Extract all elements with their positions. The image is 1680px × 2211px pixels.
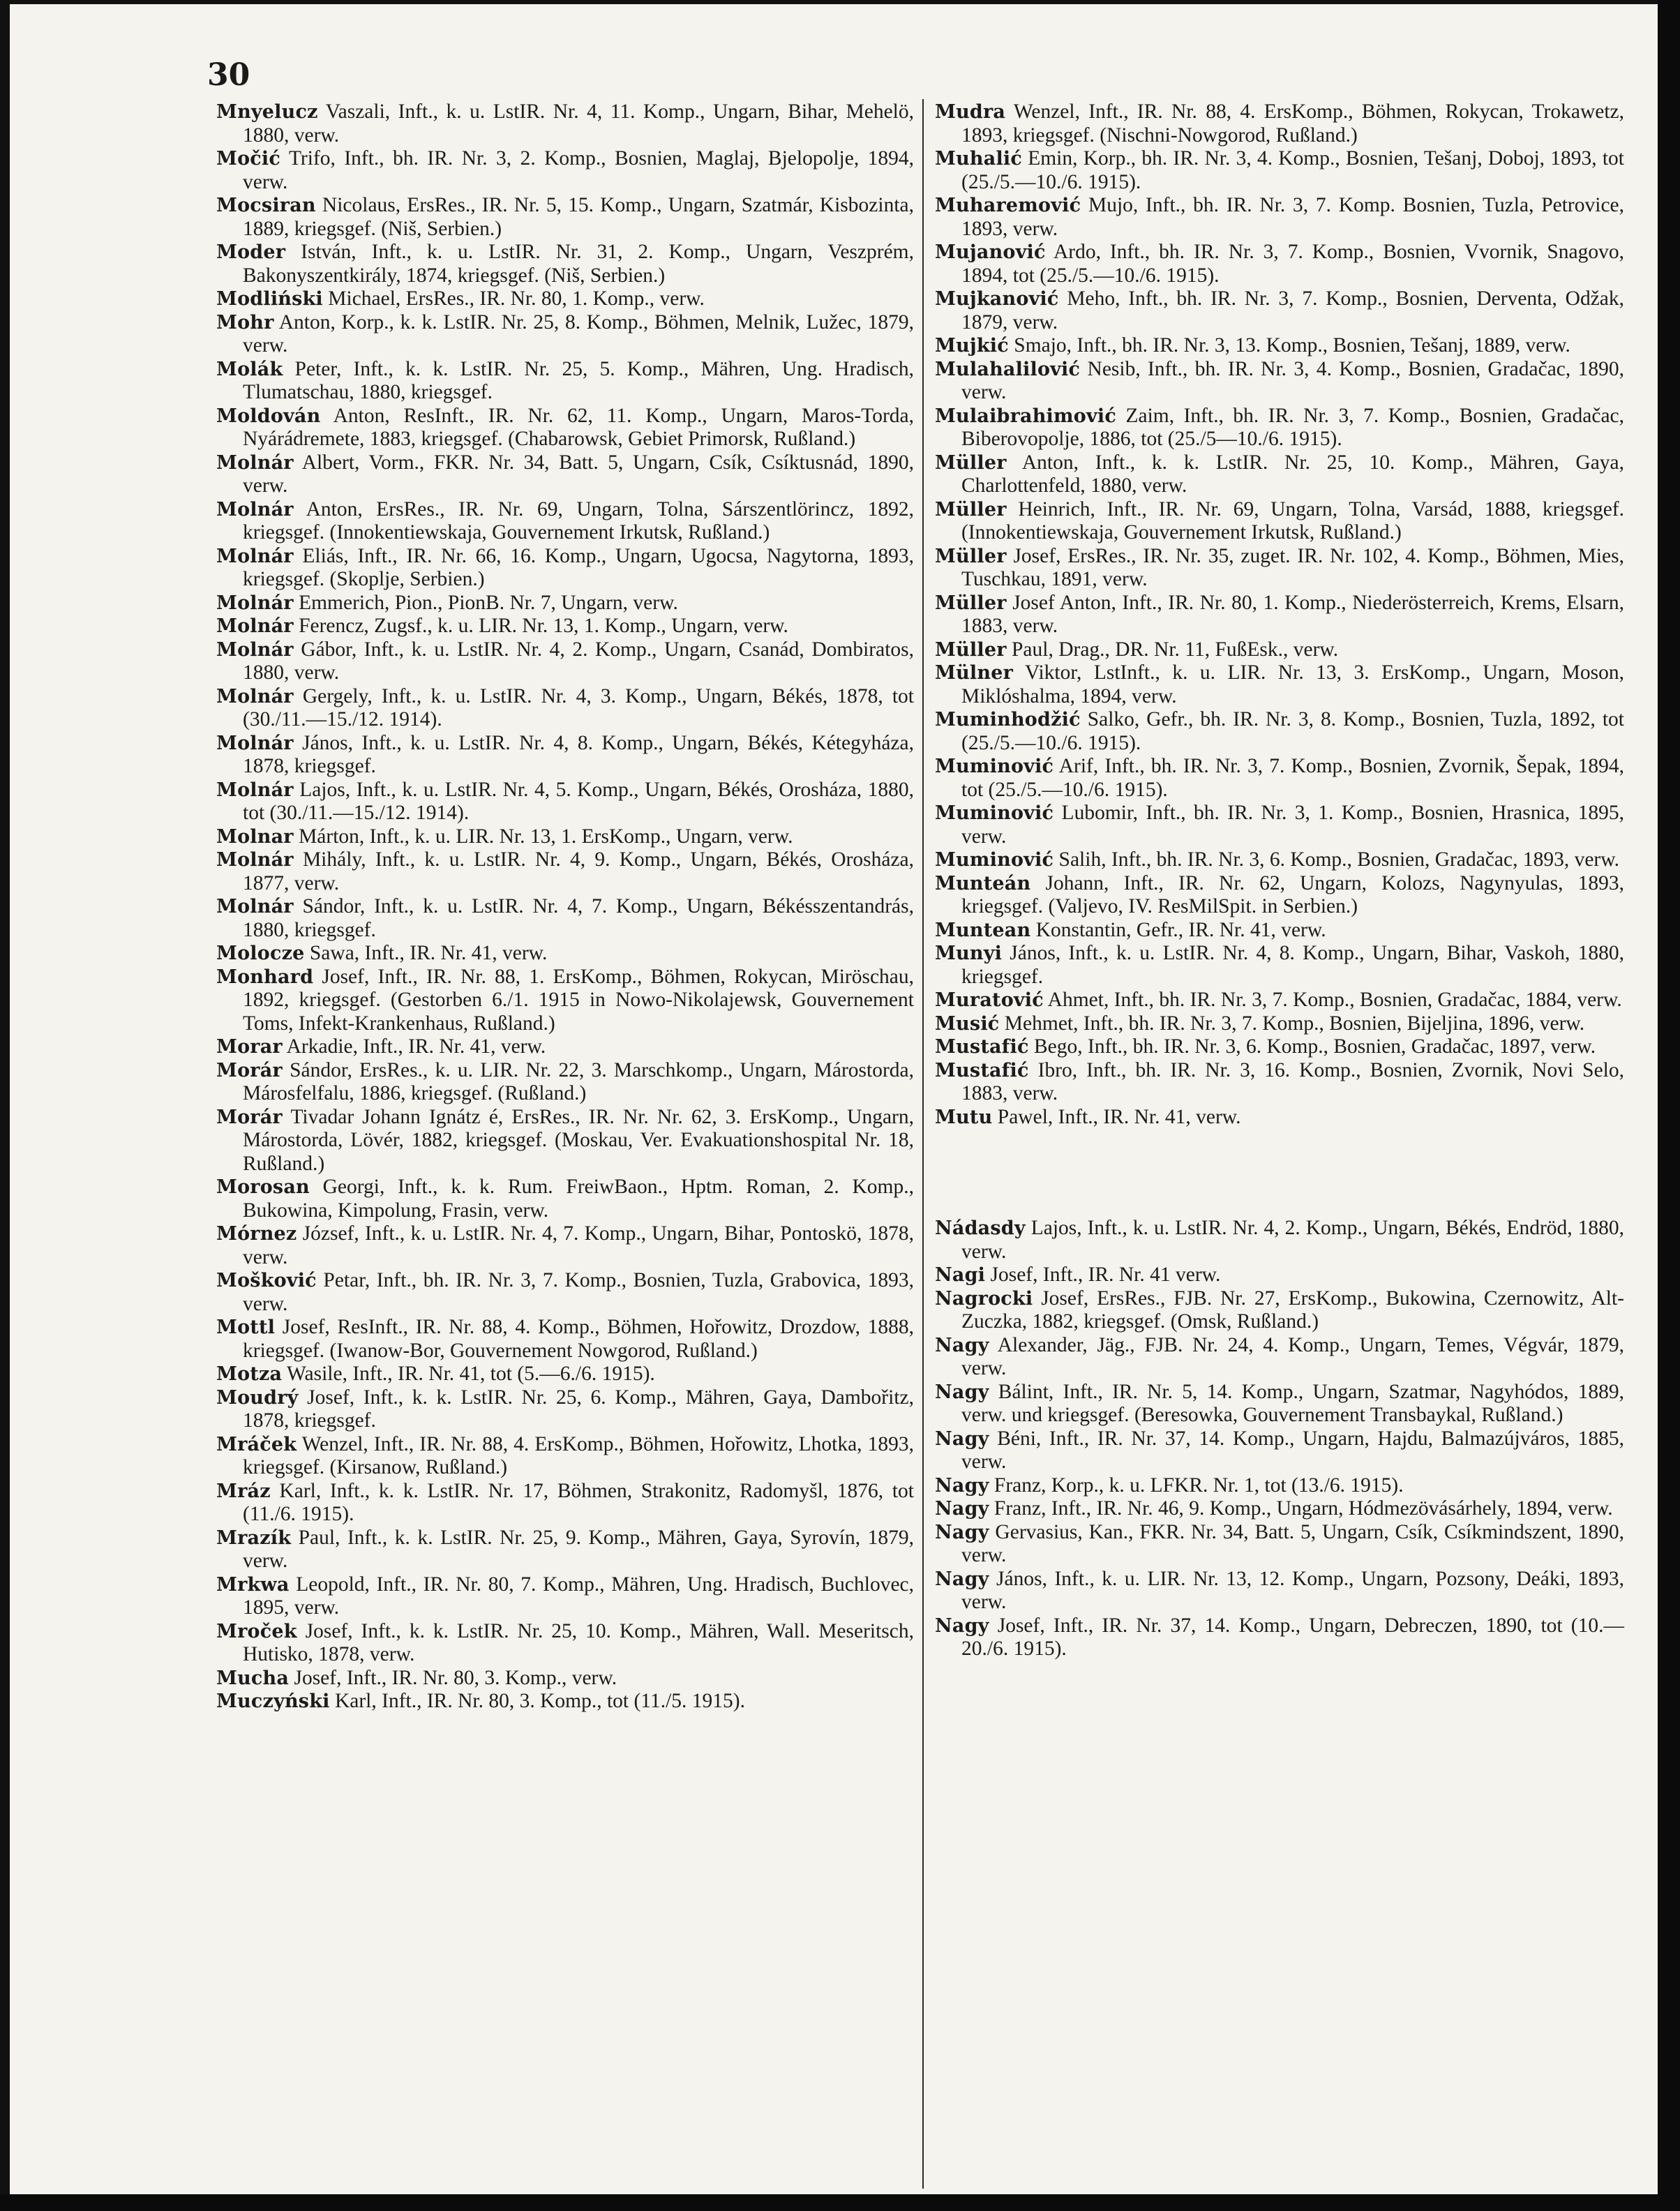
entry-details: Josef, Inft., IR. Nr. 80, 3. Komp., verw. [294, 1666, 617, 1689]
entry-surname: Molnár [216, 732, 294, 754]
register-entry [935, 1521, 1624, 1568]
register-entry [935, 919, 1624, 943]
entry-surname: Mutu [935, 1106, 993, 1128]
entry-details: Meho, Inft., bh. IR. Nr. 3, 7. Komp., Bosnien, Derventa, Odžak, 1879, verw. [961, 287, 1625, 333]
register-entry [935, 147, 1624, 194]
entry-surname: Nagy [935, 1498, 989, 1520]
register-entry [216, 1363, 914, 1386]
entry-surname: Müller [935, 451, 1007, 474]
register-entry [935, 942, 1624, 989]
entry-details: Ferencz, Zugsf., k. u. LIR. Nr. 13, 1. Komp., Ungarn, verw. [299, 615, 788, 637]
register-entry [935, 358, 1624, 405]
register-entry [935, 1568, 1624, 1614]
register-entry [216, 287, 914, 311]
section-gap [935, 1129, 1624, 1217]
register-entry [935, 1106, 1624, 1130]
entry-details: Peter, Inft., k. k. LstIR. Nr. 25, 5. Komp., Mähren, Ung. Hradisch, Tlumatschau, 1880, kriegsgef. [243, 357, 915, 403]
entry-details: Gábor, Inft., k. u. LstIR. Nr. 4, 2. Komp., Ungarn, Csanád, Dombiratos, 1880, verw. [243, 638, 915, 684]
register-entry [935, 1287, 1624, 1334]
entry-details: Josef, Inft., IR. Nr. 41 verw. [990, 1264, 1221, 1286]
register-entry [216, 358, 914, 405]
register-entry [935, 1012, 1624, 1036]
entry-details: Michael, ErsRes., IR. Nr. 80, 1. Komp., verw. [328, 287, 705, 310]
entry-surname: Nagy [935, 1334, 989, 1356]
entry-details: Wasile, Inft., IR. Nr. 41, tot (5.—6./6. 1915). [287, 1363, 655, 1385]
register-entry [216, 685, 914, 732]
entry-details: Zaim, Inft., bh. IR. Nr. 3, 7. Komp., Bosnien, Gradačac, Biberovopolje, 1886, tot (25./5—10./6. 1915). [961, 404, 1625, 450]
entry-surname: Nagy [935, 1427, 989, 1450]
right-column-m-section [935, 100, 1624, 1129]
entry-surname: Monhard [216, 966, 314, 988]
register-entry [216, 942, 914, 966]
register-entry [216, 405, 914, 451]
entry-details: Alexander, Jäg., FJB. Nr. 24, 4. Komp., Ungarn, Temes, Végvár, 1879, verw. [961, 1333, 1625, 1379]
register-entry [216, 1269, 914, 1316]
register-entry [216, 1035, 914, 1059]
register-entry [935, 1035, 1624, 1059]
entry-surname: Mocsiran [216, 195, 316, 216]
register-entry [935, 1059, 1624, 1106]
entry-details: Ardo, Inft., bh. IR. Nr. 3, 7. Komp., Bosnien, Vvornik, Snagovo, 1894, tot (25./5.—10./6. 1915). [961, 241, 1624, 287]
entry-details: Trifo, Inft., bh. IR. Nr. 3, 2. Komp., Bosnien, Maglaj, Bjelopolje, 1894, verw. [243, 147, 915, 193]
entry-details: Josef, ResInft., IR. Nr. 88, 4. Komp., Böhmen, Hořowitz, Drozdow, 1888, kriegsgef. (Iwanow-Bor, Gouvernement Nowgorod, Rußland.) [243, 1316, 915, 1362]
register-entry [216, 1176, 914, 1222]
entry-details: Josef, Inft., k. k. LstIR. Nr. 25, 10. Komp., Mähren, Wall. Meseritsch, Hutisko, 1878, verw. [243, 1619, 915, 1665]
entry-details: Lajos, Inft., k. u. LstIR. Nr. 4, 5. Komp., Ungarn, Békés, Orosháza, 1880, tot (30./11.—15./12. 1914). [243, 778, 914, 824]
right-column [935, 100, 1624, 1661]
entry-surname: Müller [935, 638, 1007, 661]
entry-surname: Muminović [935, 756, 1054, 777]
entry-surname: Mustafić [935, 1059, 1029, 1081]
register-entry [935, 592, 1624, 638]
entry-surname: Molocze [216, 943, 305, 964]
register-entry [216, 1433, 914, 1480]
entry-surname: Mráz [216, 1480, 271, 1502]
register-entry [935, 708, 1624, 755]
entry-details: Bálint, Inft., IR. Nr. 5, 14. Komp., Ungarn, Szatmar, Nagyhódos, 1889, verw. und kriegsgef. (Beresowka, Gouvernement Transbaykal, Rußland.) [961, 1380, 1624, 1426]
entry-surname: Mucha [216, 1667, 290, 1689]
register-entry [216, 451, 914, 498]
entry-details: István, Inft., k. u. LstIR. Nr. 31, 2. Komp., Ungarn, Veszprém, Bakonyszentkirály, 1874, kriegsgef. (Niš, Serbien.) [243, 241, 914, 287]
register-entry [935, 848, 1624, 872]
column-divider [922, 99, 924, 2189]
entry-surname: Mudra [935, 101, 1006, 123]
entry-details: Wenzel, Inft., IR. Nr. 88, 4. ErsKomp., Böhmen, Rokycan, Trokawetz, 1893, kriegsgef. (Nischni-Nowgorod, Rußland.) [961, 100, 1625, 147]
entry-details: Mehmet, Inft., bh. IR. Nr. 3, 7. Komp., Bosnien, Bijeljina, 1896, verw. [1004, 1012, 1585, 1035]
entry-details: Mujo, Inft., bh. IR. Nr. 3, 7. Komp. Bosnien, Tuzla, Petrovice, 1893, verw. [961, 194, 1625, 240]
left-column [216, 100, 914, 1714]
register-entry [216, 1059, 914, 1106]
entry-surname: Molnár [216, 779, 294, 801]
register-entry [935, 334, 1624, 358]
entry-surname: Molnár [216, 849, 294, 871]
entry-surname: Nagi [935, 1264, 986, 1286]
register-entry [935, 755, 1624, 802]
scan-edge-right [1658, 0, 1680, 2211]
register-entry [935, 1334, 1624, 1381]
register-entry [935, 661, 1624, 708]
entry-surname: Mórnez [216, 1223, 297, 1245]
register-entry [935, 1381, 1624, 1427]
entry-details: Salko, Gefr., bh. IR. Nr. 3, 8. Komp., Bosnien, Tuzla, 1892, tot (25./5.—10./6. 1915). [961, 708, 1624, 754]
register-entry [935, 451, 1624, 498]
entry-surname: Nagy [935, 1521, 989, 1543]
entry-surname: Molák [216, 358, 283, 380]
entry-surname: Molnár [216, 451, 294, 474]
entry-details: József, Inft., k. u. LstIR. Nr. 4, 7. Komp., Ungarn, Bihar, Pontoskö, 1878, verw. [243, 1222, 914, 1268]
entry-surname: Morosan [216, 1176, 310, 1198]
register-entry [216, 825, 914, 849]
entry-surname: Muratović [935, 989, 1044, 1011]
entry-surname: Muminović [935, 849, 1054, 871]
entry-surname: Nagy [935, 1614, 989, 1637]
register-entry [216, 498, 914, 545]
entry-details: Paul, Drag., DR. Nr. 11, FußEsk., verw. [1012, 638, 1339, 661]
entry-details: Lajos, Inft., k. u. LstIR. Nr. 4, 2. Komp., Ungarn, Békés, Endröd, 1880, verw. [961, 1217, 1624, 1263]
entry-details: Franz, Inft., IR. Nr. 46, 9. Komp., Ungarn, Hódmezövásárhely, 1894, verw. [993, 1497, 1613, 1520]
register-entry [216, 1573, 914, 1620]
register-entry [935, 1427, 1624, 1474]
register-entry [216, 147, 914, 194]
entry-details: Sándor, Inft., k. u. LstIR. Nr. 4, 7. Komp., Ungarn, Békésszentandrás, 1880, kriegsgef. [243, 895, 915, 941]
register-entry [216, 638, 914, 685]
entry-surname: Nagrocki [935, 1287, 1033, 1310]
entry-details: Lubomir, Inft., bh. IR. Nr. 3, 1. Komp., Bosnien, Hrasnica, 1895, verw. [961, 802, 1625, 848]
entry-details: Viktor, LstInft., k. u. LIR. Nr. 13, 3. ErsKomp., Ungarn, Moson, Miklóshalma, 1894, verw. [961, 661, 1624, 707]
register-entry [216, 1620, 914, 1667]
register-entry [216, 966, 914, 1036]
entry-surname: Muminović [935, 802, 1054, 824]
entry-details: Heinrich, Inft., IR. Nr. 69, Ungarn, Tolna, Varsád, 1888, kriegsgef. (Innokentiewskaja, Gouvernement Irkutsk, Rußland.) [961, 497, 1625, 544]
entry-details: Vaszali, Inft., k. u. LstIR. Nr. 4, 11. Komp., Ungarn, Bihar, Mehelö, 1880, verw. [243, 100, 914, 147]
entry-details: Gervasius, Kan., FKR. Nr. 34, Batt. 5, Ungarn, Csík, Csíkmindszent, 1890, verw. [961, 1520, 1624, 1566]
entry-details: Karl, Inft., IR. Nr. 80, 3. Komp., tot (11./5. 1915). [334, 1690, 745, 1712]
register-entry [935, 802, 1624, 848]
entry-details: Márton, Inft., k. u. LIR. Nr. 13, 1. ErsKomp., Ungarn, verw. [299, 825, 793, 848]
entry-details: Emin, Korp., bh. IR. Nr. 3, 4. Komp., Bosnien, Tešanj, Doboj, 1893, tot (25./5.—10./6. 1915). [961, 147, 1624, 193]
register-entry [935, 989, 1624, 1012]
entry-details: Anton, ResInft., IR. Nr. 62, 11. Komp., Ungarn, Maros-Torda, Nyárádremete, 1883, kriegsgef. (Chabarowsk, Gebiet Primorsk, Rußland.) [243, 404, 914, 450]
entry-surname: Müller [935, 498, 1007, 520]
entry-surname: Mottl [216, 1317, 276, 1338]
entry-details: Josef, ErsRes., IR. Nr. 35, zuget. IR. Nr. 102, 4. Komp., Böhmen, Mies, Tuschkau, 1891, verw. [961, 544, 1624, 590]
entry-surname: Muczyński [216, 1691, 330, 1712]
register-entry [935, 1217, 1624, 1264]
register-entry [935, 1614, 1624, 1661]
register-entry [935, 1497, 1624, 1521]
entry-surname: Mustafić [935, 1036, 1029, 1058]
document-page [10, 4, 1658, 2198]
entry-details: Nesib, Inft., bh. IR. Nr. 3, 4. Komp., Bosnien, Gradačac, 1890, verw. [961, 357, 1624, 403]
entry-details: Bego, Inft., bh. IR. Nr. 3, 6. Komp., Bosnien, Gradačac, 1897, verw. [1033, 1035, 1596, 1058]
entry-details: Leopold, Inft., IR. Nr. 80, 7. Komp., Mähren, Ung. Hradisch, Buchlovec, 1895, verw. [243, 1573, 915, 1619]
entry-surname: Molnár [216, 638, 294, 661]
entry-details: Petar, Inft., bh. IR. Nr. 3, 7. Komp., Bosnien, Tuzla, Grabovica, 1893, verw. [243, 1269, 914, 1315]
entry-surname: Morár [216, 1059, 283, 1081]
register-entry [216, 1527, 914, 1573]
entry-surname: Musić [935, 1012, 1000, 1035]
register-entry [935, 100, 1624, 147]
register-entry [216, 732, 914, 779]
entry-surname: Moudrý [216, 1386, 299, 1409]
entry-surname: Muharemović [935, 195, 1081, 216]
entry-details: Georgi, Inft., k. k. Rum. FreiwBaon., Hptm. Roman, 2. Komp., Bukowina, Kimpolung, Frasin, verw. [243, 1176, 915, 1222]
entry-details: Tivadar Johann Ignátz é, ErsRes., IR. Nr. Nr. 62, 3. ErsKomp., Ungarn, Márostorda, Lövér, 1882, kriegsgef. (Moskau, Ver. Evakuationshospital Nr. 18, Rußland.) [243, 1105, 914, 1175]
register-entry [216, 1106, 914, 1176]
entry-details: Ahmet, Inft., bh. IR. Nr. 3, 7. Komp., Bosnien, Gradačac, 1884, verw. [1047, 989, 1622, 1011]
register-entry [935, 872, 1624, 919]
entry-details: Karl, Inft., k. k. LstIR. Nr. 17, Böhmen, Strakonitz, Radomyšl, 1876, tot (11./6. 1915). [243, 1479, 914, 1525]
entry-details: Josef, ErsRes., FJB. Nr. 27, ErsKomp., Bukowina, Czernowitz, Alt-Zuczka, 1882, kriegsgef. (Omsk, Rußland.) [961, 1287, 1624, 1333]
entry-surname: Mülner [935, 662, 1014, 684]
register-entry [216, 100, 914, 147]
entry-surname: Müller [935, 592, 1007, 614]
entry-details: Mihály, Inft., k. u. LstIR. Nr. 4, 9. Komp., Ungarn, Békés, Orosháza, 1877, verw. [243, 848, 915, 894]
entry-surname: Nádasdy [935, 1217, 1026, 1239]
entry-surname: Moldován [216, 405, 321, 427]
register-entry [216, 1222, 914, 1269]
register-entry [216, 241, 914, 287]
entry-details: Sawa, Inft., IR. Nr. 41, verw. [309, 942, 548, 964]
register-entry [216, 1316, 914, 1363]
register-entry [935, 1474, 1624, 1498]
register-entry [935, 241, 1624, 287]
entry-surname: Močić [216, 148, 281, 170]
entry-details: Franz, Korp., k. u. LFKR. Nr. 1, tot (13./6. 1915). [993, 1474, 1404, 1497]
page-number: 30 [207, 57, 250, 93]
entry-details: Gergely, Inft., k. u. LstIR. Nr. 4, 3. Komp., Ungarn, Békés, 1878, tot (30./11.—15./12. 1914). [243, 684, 915, 730]
register-entry [935, 287, 1624, 334]
register-entry [935, 638, 1624, 662]
entry-surname: Mnyelucz [216, 101, 318, 123]
entry-details: Josef, Inft., IR. Nr. 37, 14. Komp., Ungarn, Debreczen, 1890, tot (10.—20./6. 1915). [961, 1614, 1624, 1660]
entry-surname: Moder [216, 241, 286, 263]
entry-details: Béni, Inft., IR. Nr. 37, 14. Komp., Ungarn, Hajdu, Balmazújváros, 1885, verw. [961, 1427, 1624, 1473]
register-entry [935, 1264, 1624, 1287]
register-entry [216, 592, 914, 615]
entry-surname: Morár [216, 1106, 283, 1128]
right-column-n-section [935, 1217, 1624, 1661]
entry-details: Nicolaus, ErsRes., IR. Nr. 5, 15. Komp., Ungarn, Szatmár, Kisbozinta, 1889, kriegsgef. (Niš, Serbien.) [243, 194, 914, 240]
entry-surname: Muntean [935, 919, 1031, 941]
entry-surname: Mulaibrahimović [935, 405, 1116, 427]
entry-surname: Mulahalilović [935, 358, 1081, 380]
entry-details: Josef, Inft., IR. Nr. 88, 1. ErsKomp., Böhmen, Rokycan, Miröschau, 1892, kriegsgef. (Gestorben 6./1. 1915 in Nowo-Nikolajewsk, Gouvernement Toms, Infekt-Krankenhaus, Rußland.) [243, 965, 915, 1035]
entry-surname: Munteán [935, 872, 1031, 894]
entry-details: Anton, ErsRes., IR. Nr. 69, Ungarn, Tolna, Sárszentlörincz, 1892, kriegsgef. (Innokentiewskaja, Gouvernement Irkutsk, Rußland.) [243, 497, 915, 544]
entry-surname: Molnár [216, 545, 294, 567]
entry-surname: Mráček [216, 1433, 297, 1455]
register-entry [935, 498, 1624, 545]
entry-surname: Molnar [216, 825, 294, 848]
entry-surname: Modliński [216, 288, 323, 310]
entry-surname: Morar [216, 1036, 283, 1058]
register-entry [935, 194, 1624, 241]
entry-surname: Mrazík [216, 1527, 292, 1549]
entry-details: Albert, Vorm., FKR. Nr. 34, Batt. 5, Ungarn, Csík, Csíktusnád, 1890, verw. [243, 451, 914, 497]
register-entry [216, 779, 914, 825]
entry-details: Salih, Inft., bh. IR. Nr. 3, 6. Komp., Bosnien, Gradačac, 1893, verw. [1058, 848, 1620, 871]
entry-surname: Mrkwa [216, 1573, 290, 1596]
entry-details: Anton, Korp., k. k. LstIR. Nr. 25, 8. Komp., Böhmen, Melnik, Lužec, 1879, verw. [243, 310, 915, 357]
register-entry [216, 1690, 914, 1714]
register-entry [216, 615, 914, 638]
entry-details: Josef, Inft., k. k. LstIR. Nr. 25, 6. Komp., Mähren, Gaya, Dambořitz, 1878, kriegsgef. [243, 1386, 914, 1432]
entry-details: Johann, Inft., IR. Nr. 62, Ungarn, Kolozs, Nagynyulas, 1893, kriegsgef. (Valjevo, IV. ResMilSpit. in Serbien.) [961, 871, 1625, 917]
entry-details: János, Inft., k. u. LstIR. Nr. 4, 8. Komp., Ungarn, Bihar, Vaskoh, 1880, kriegsgef. [961, 942, 1625, 988]
entry-surname: Mujanović [935, 241, 1046, 263]
entry-details: Paul, Inft., k. k. LstIR. Nr. 25, 9. Komp., Mähren, Gaya, Syrovín, 1879, verw. [243, 1526, 914, 1572]
register-entry [935, 405, 1624, 451]
entry-details: János, Inft., k. u. LstIR. Nr. 4, 8. Komp., Ungarn, Békés, Kétegyháza, 1878, kriegsgef. [243, 731, 914, 777]
entry-details: Emmerich, Pion., PionB. Nr. 7, Ungarn, verw. [299, 591, 678, 614]
entry-details: Ibro, Inft., bh. IR. Nr. 3, 16. Komp., Bosnien, Zvornik, Novi Selo, 1883, verw. [961, 1058, 1624, 1104]
entry-surname: Mošković [216, 1270, 317, 1291]
entry-surname: Molnár [216, 592, 294, 614]
entry-surname: Mohr [216, 311, 274, 333]
entry-details: Eliás, Inft., IR. Nr. 66, 16. Komp., Ungarn, Ugocsa, Nagytorna, 1893, kriegsgef. (Skoplje, Serbien.) [243, 544, 914, 590]
entry-details: Josef Anton, Inft., IR. Nr. 80, 1. Komp., Niederösterreich, Krems, Elsarn, 1883, verw. [961, 591, 1625, 637]
entry-surname: Muhalić [935, 148, 1022, 170]
entry-details: Wenzel, Inft., IR. Nr. 88, 4. ErsKomp., Böhmen, Hořowitz, Lhotka, 1893, kriegsgef. (Kirsanow, Rußland.) [243, 1432, 914, 1478]
entry-surname: Molnár [216, 615, 294, 637]
entry-details: Sándor, ErsRes., k. u. LIR. Nr. 22, 3. Marschkomp., Ungarn, Márostorda, Márosfelfalu, 1886, kriegsgef. (Rußland.) [243, 1058, 914, 1104]
entry-surname: Nagy [935, 1474, 989, 1497]
entry-surname: Molnár [216, 498, 294, 520]
register-entry [216, 895, 914, 942]
register-entry [216, 1667, 914, 1691]
entry-surname: Mujkanović [935, 288, 1059, 310]
entry-details: Arkadie, Inft., IR. Nr. 41, verw. [286, 1035, 546, 1058]
entry-surname: Molnár [216, 896, 294, 917]
entry-details: Smajo, Inft., bh. IR. Nr. 3, 13. Komp., Bosnien, Tešanj, 1889, verw. [1014, 334, 1570, 357]
entry-surname: Mroček [216, 1620, 297, 1642]
register-entry [216, 1386, 914, 1433]
entry-details: Anton, Inft., k. k. LstIR. Nr. 25, 10. Komp., Mähren, Gaya, Charlottenfeld, 1880, verw. [961, 451, 1625, 497]
entry-details: Pawel, Inft., IR. Nr. 41, verw. [997, 1105, 1241, 1128]
entry-surname: Muminhodžić [935, 709, 1081, 730]
entry-surname: Munyi [935, 943, 1003, 964]
entry-surname: Mujkić [935, 335, 1009, 357]
entry-surname: Motza [216, 1363, 283, 1385]
entry-surname: Nagy [935, 1568, 989, 1590]
register-entry [216, 194, 914, 241]
register-entry [216, 848, 914, 895]
entry-surname: Molnár [216, 685, 294, 707]
entry-details: Arif, Inft., bh. IR. Nr. 3, 7. Komp., Bosnien, Zvornik, Šepak, 1894, tot (25./5.—10./6. 1915). [961, 755, 1624, 801]
scan-edge-bottom [0, 2194, 1680, 2211]
entry-details: Konstantin, Gefr., IR. Nr. 41, verw. [1035, 918, 1326, 941]
register-entry [216, 311, 914, 358]
entry-surname: Müller [935, 545, 1007, 567]
register-entry [216, 545, 914, 592]
register-entry [935, 545, 1624, 592]
entry-surname: Nagy [935, 1381, 989, 1403]
entry-details: János, Inft., k. u. LIR. Nr. 13, 12. Komp., Ungarn, Pozsony, Deáki, 1893, verw. [961, 1567, 1625, 1613]
register-entry [216, 1480, 914, 1527]
